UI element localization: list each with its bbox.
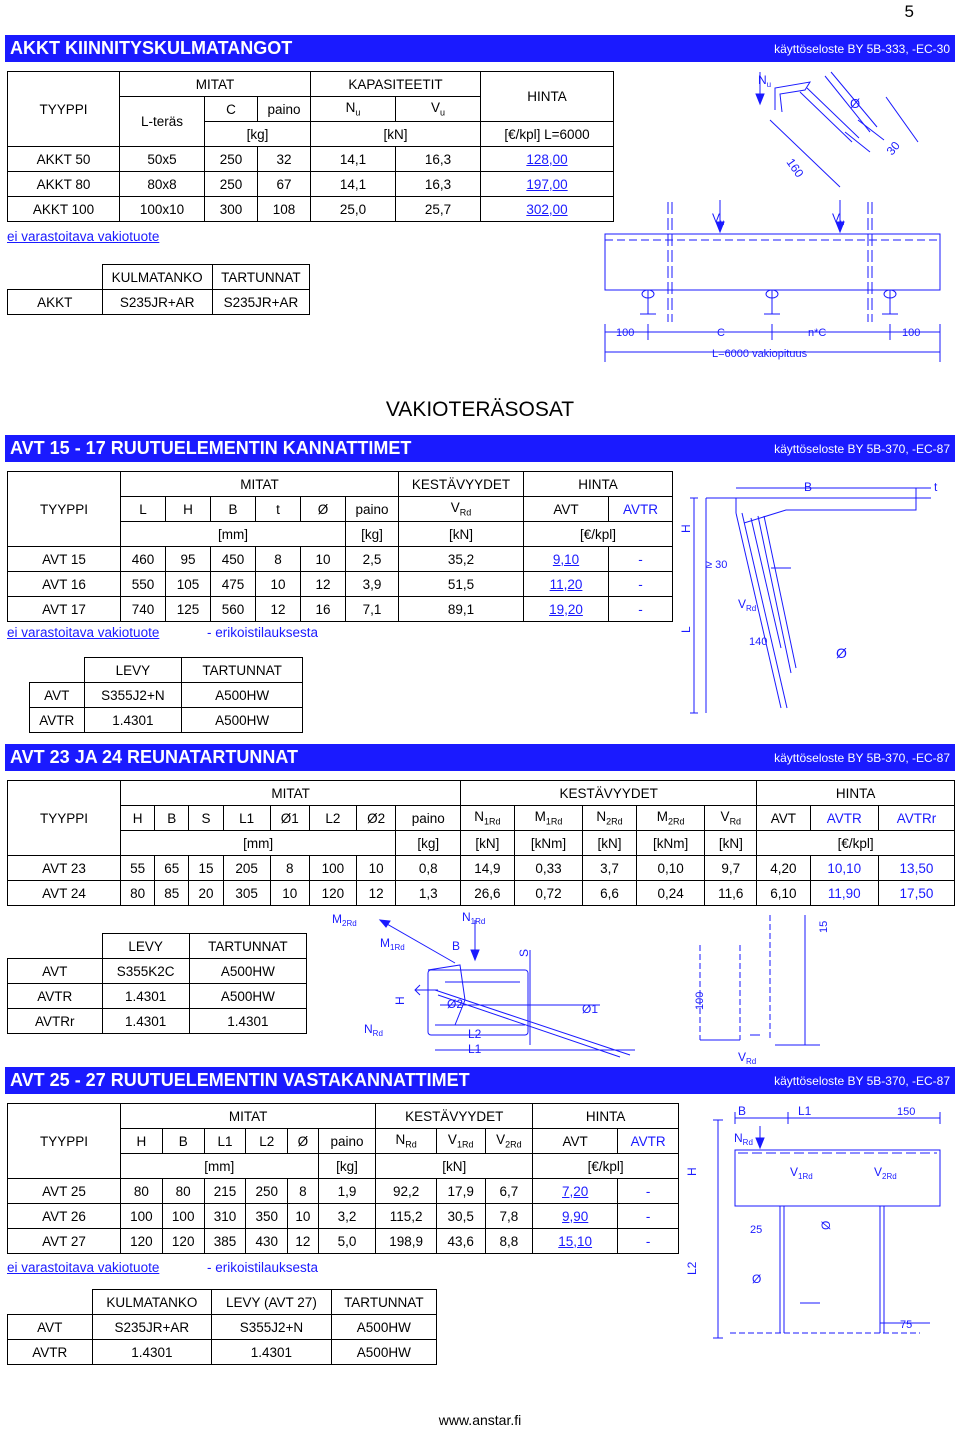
- svg-text:L2: L2: [685, 1261, 699, 1275]
- svg-text:M1Rd: $M_{1Rd}$: [380, 936, 405, 952]
- header-hinta: HINTA: [481, 72, 614, 122]
- svg-text:L1: L1: [798, 1104, 812, 1118]
- table-row: AVT 15 460 95 450 8 10 2,5 35,2 9,10 -: [8, 547, 673, 572]
- section-title: AVT 25 - 27 RUUTUELEMENTIN VASTAKANNATTIMET: [10, 1070, 470, 1090]
- svg-text:NRd: $N_{Rd}$: [364, 1022, 383, 1038]
- section-title: AVT 15 - 17 RUUTUELEMENTIN KANNATTIMET: [10, 438, 412, 458]
- section-header-akkt: [5, 35, 955, 62]
- akkt-drawing: [600, 62, 955, 367]
- svg-text:160: 160: [783, 155, 807, 181]
- svg-text:V1Rd: $V_{1Rd}$: [790, 1165, 813, 1181]
- page-title: VAKIOTERÄSOSAT: [385, 398, 575, 421]
- header-mitat: MITAT: [120, 72, 311, 97]
- price-link[interactable]: 128,00: [526, 151, 568, 167]
- svg-text:M2Rd: $M_{2Rd}$: [332, 912, 357, 928]
- svg-text:V2Rd: $V_{2Rd}$: [874, 1165, 897, 1181]
- price-link[interactable]: 197,00: [526, 176, 568, 192]
- header-nu: $N_u$: [311, 97, 396, 122]
- unit-kn: [kN]: [311, 122, 481, 147]
- akkt-table: [7, 71, 614, 222]
- special-order-note: - erikoistilauksesta: [207, 1260, 319, 1275]
- svg-text:75: 75: [900, 1319, 913, 1331]
- avt15-drawing: [676, 468, 956, 718]
- table-row: AKKT 50 50x5 250 32 14,1 16,3 128,00: [8, 147, 614, 172]
- svg-text:S: S: [517, 948, 531, 957]
- header-paino: paino: [258, 97, 311, 122]
- section-header-avt25: [5, 1067, 955, 1094]
- svg-text:H: H: [679, 524, 693, 533]
- header-vu: $V_u$: [396, 97, 481, 122]
- stock-note-link[interactable]: ei varastoitava vakiotuote: [7, 625, 160, 640]
- section-header-avt23: [5, 744, 955, 771]
- table-row: AVT 26 100 100 310 350 10 3,2 115,2 30,5 7,8 9,90 -: [8, 1204, 679, 1229]
- svg-text:VRd: $V_{Rd}$: [738, 597, 757, 613]
- price-link[interactable]: 9,10: [552, 551, 580, 567]
- price-link[interactable]: 302,00: [526, 201, 568, 217]
- table-row: AKKT 100 100x10 300 108 25,0 25,7 302,00: [8, 197, 614, 222]
- stock-note-link[interactable]: ei varastoitava vakiotuote: [7, 229, 160, 244]
- svg-text:L2: L2: [468, 1027, 482, 1041]
- svg-text:H: H: [685, 1167, 699, 1176]
- svg-text:100: 100: [902, 327, 921, 339]
- stock-note-link[interactable]: ei varastoitava vakiotuote: [7, 1260, 160, 1275]
- svg-text:15: 15: [818, 920, 830, 933]
- table-row: AVT 25 80 80 215 250 8 1,9 92,2 17,9 6,7 7,20 -: [8, 1179, 679, 1204]
- avt15-table: TYYPPI MITAT KESTÄVYYDET HINTA L H B t Ø paino $V_{Rd}$ AVT AVTR [mm] [kg] [kN] [€/kpl] AVT 15 460 95 450 8 10 2,5 35,2 9,10 - AVT 16 550 105 475 10 12 3,9 51,5 11,20 - AVT 17 740 125 560 12 16 7,1 89,1 19,20 -: [7, 471, 673, 622]
- svg-text:C: C: [717, 327, 725, 339]
- section-reference: käyttöseloste BY 5B-370, -EC-87: [774, 1074, 950, 1088]
- svg-text:25: 25: [750, 1224, 763, 1236]
- table-row: AVT 16 550 105 475 10 12 3,9 51,5 11,20 -: [8, 572, 673, 597]
- price-link[interactable]: 11,20: [549, 576, 583, 592]
- svg-text:L=6000 vakiopituus: L=6000 vakiopituus: [712, 348, 808, 360]
- section-reference: käyttöseloste BY 5B-370, -EC-87: [774, 751, 950, 765]
- footer-website[interactable]: www.anstar.fi: [438, 1412, 522, 1428]
- akkt-material-table: KULMATANKO TARTUNNAT AKKT S235JR+AR S235JR+AR: [7, 264, 310, 315]
- svg-text:Ø: Ø: [819, 1220, 833, 1230]
- svg-text:N1Rd: $N_{1Rd}$: [462, 910, 486, 926]
- svg-text:Ø: Ø: [752, 1272, 762, 1286]
- avt25-drawing: [680, 1098, 955, 1348]
- diameter-label: Ø: [850, 96, 861, 111]
- svg-text:H: H: [393, 996, 407, 1005]
- section-title: AVT 23 JA 24 REUNATARTUNNAT: [10, 747, 299, 767]
- svg-text:n*C: n*C: [808, 327, 827, 339]
- svg-text:NRd: $N_{Rd}$: [734, 1131, 753, 1147]
- unit-kg: [kg]: [205, 122, 311, 147]
- svg-text:100: 100: [616, 327, 635, 339]
- avt23-table: TYYPPI MITAT KESTÄVYYDET HINTA H B S L1 Ø1 L2 Ø2 paino $N_{1Rd}$ $M_{1Rd}$ $N_{2Rd}$ $M_{2Rd}$ $V_{Rd}$ AVT AVTR AVTRr [mm] [kg] [kN] [kNm] [kN] [kNm] [kN] [€/kpl] AVT 23 55 65 15 205 8 100 10 0,8 14,9 0,33 3,7 0,10 9,7 4,20 10,10 13,50 AVT 24 80 85 20 305 10 120 12 1,3 26,6 0,72 6,6 0,24 11,6 6,10 11,90 17,50: [7, 780, 955, 906]
- header-c: C: [205, 97, 258, 122]
- svg-text:100: 100: [694, 991, 706, 1010]
- table-row: AVT 17 740 125 560 12 16 7,1 89,1 19,20 -: [8, 597, 673, 622]
- svg-text:VRd: $V_{Rd}$: [738, 1050, 757, 1065]
- vu-label-right: $V_u$: [832, 211, 845, 227]
- svg-text:L: L: [679, 626, 693, 633]
- svg-text:B: B: [804, 480, 813, 494]
- svg-text:≥ 30: ≥ 30: [706, 559, 728, 571]
- avt23-drawing: [320, 905, 850, 1065]
- avt15-material-table: LEVY TARTUNNAT AVT S355J2+N A500HW AVTR 1.4301 A500HW: [29, 657, 303, 733]
- nu-label: $N_u$: [758, 73, 772, 89]
- svg-text:30: 30: [883, 138, 903, 158]
- svg-text:t: t: [934, 480, 938, 494]
- price-link[interactable]: 7,20: [562, 1183, 589, 1199]
- avt25-table: TYYPPI MITAT KESTÄVYYDET HINTA H B L1 L2 Ø paino $N_{Rd}$ $V_{1Rd}$ $V_{2Rd}$ AVT AVTR [mm] [kg] [kN] [€/kpl] AVT 25 80 80 215 250 8 1,9 92,2 17,9 6,7 7,20 - AVT 26 100 100 310 350 10 3,2 115,2 30,5 7,8 9,90 - AVT 27 120 120 385 430 12 5,0 198,9 43,6 8,8 15,10 -: [7, 1103, 679, 1254]
- section-title: AKKT KIINNITYSKULMATANGOT: [10, 38, 293, 58]
- price-link[interactable]: 15,10: [558, 1233, 593, 1249]
- svg-text:140: 140: [749, 636, 768, 648]
- header-l-teras: L-teräs: [120, 97, 205, 147]
- svg-text:B: B: [452, 939, 461, 953]
- table-row: AVT 23 55 65 15 205 8 100 10 0,8 14,9 0,33 3,7 0,10 9,7 4,20 10,10 13,50: [8, 856, 955, 881]
- unit-price: [€/kpl] L=6000: [481, 122, 614, 147]
- vu-label-left: $V_u$: [712, 211, 725, 227]
- avt23-material-table: LEVY TARTUNNAT AVT S355K2C A500HW AVTR 1.4301 A500HW AVTRr 1.4301 1.4301: [7, 933, 307, 1034]
- price-link[interactable]: 9,90: [562, 1208, 589, 1224]
- price-link[interactable]: 19,20: [549, 601, 583, 617]
- svg-text:L1: L1: [468, 1042, 482, 1056]
- svg-text:B: B: [738, 1104, 747, 1118]
- section-reference: käyttöseloste BY 5B-333, -EC-30: [774, 42, 950, 56]
- section-header-avt15: [5, 435, 955, 462]
- svg-text:150: 150: [897, 1106, 916, 1118]
- table-row: AVT 27 120 120 385 430 12 5,0 198,9 43,6 8,8 15,10 -: [8, 1229, 679, 1254]
- header-tyyppi: TYYPPI: [8, 72, 120, 147]
- svg-text:Ø2: Ø2: [447, 997, 464, 1011]
- avt25-material-table: KULMATANKO LEVY (AVT 27) TARTUNNAT AVT S235JR+AR S355J2+N A500HW AVTR 1.4301 1.4301 A500HW: [7, 1289, 437, 1365]
- header-kapasiteetit: KAPASITEETIT: [311, 72, 481, 97]
- table-row: AVT 24 80 85 20 305 10 120 12 1,3 26,6 0,72 6,6 0,24 11,6 6,10 11,90 17,50: [8, 881, 955, 906]
- svg-text:Ø: Ø: [836, 645, 847, 661]
- page-number: 5: [904, 2, 914, 21]
- svg-text:Ø1: Ø1: [582, 1002, 599, 1016]
- special-order-note: - erikoistilauksesta: [207, 625, 319, 640]
- section-reference: käyttöseloste BY 5B-370, -EC-87: [774, 442, 950, 456]
- table-row: AKKT 80 80x8 250 67 14,1 16,3 197,00: [8, 172, 614, 197]
